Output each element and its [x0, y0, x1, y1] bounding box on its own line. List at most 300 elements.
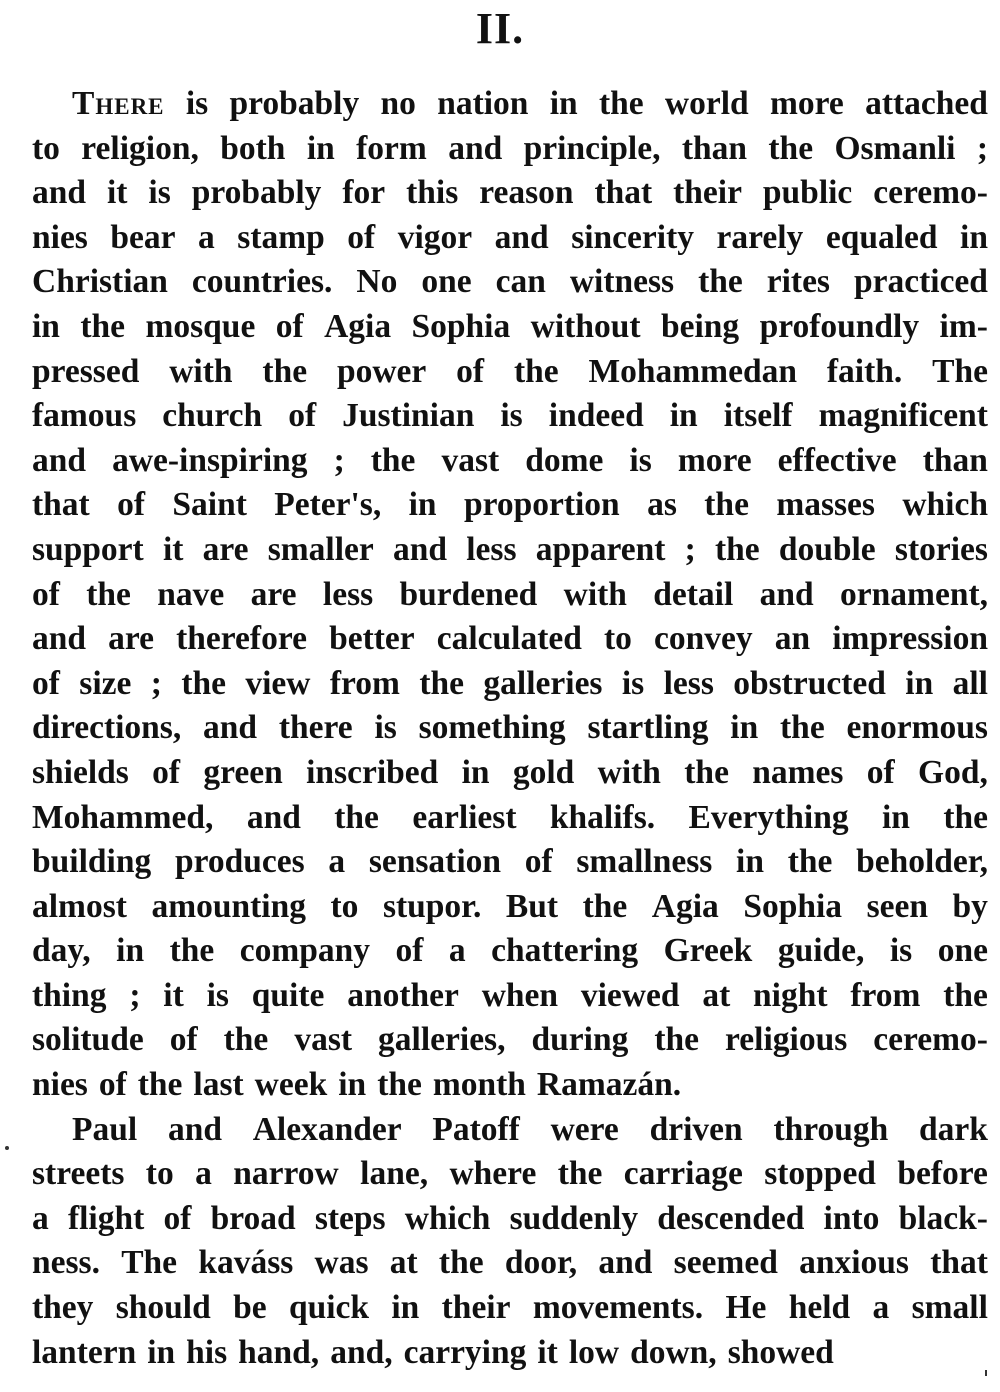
word: the	[370, 441, 416, 479]
word: galleries	[483, 664, 603, 702]
word: there	[278, 709, 353, 747]
word: stopped	[764, 1155, 876, 1193]
text-line	[32, 350, 988, 395]
word: religious	[725, 1021, 848, 1059]
word: Paul	[72, 1110, 138, 1148]
word: the	[80, 307, 126, 345]
word: the	[684, 753, 729, 791]
word: Christian	[32, 263, 168, 301]
word: ;	[150, 664, 162, 702]
word: better	[329, 620, 415, 658]
word: the	[513, 352, 559, 390]
word: be	[233, 1289, 267, 1327]
word: ceremo-	[873, 1021, 988, 1059]
word: something	[418, 709, 566, 747]
word: There	[72, 85, 165, 122]
word: The	[932, 352, 988, 390]
word: the	[787, 843, 833, 881]
word: quick	[288, 1289, 370, 1327]
word: without	[530, 307, 641, 345]
word: burdened	[399, 575, 538, 613]
word: of	[152, 753, 181, 791]
word: are	[202, 530, 249, 568]
word: nation	[437, 85, 529, 122]
word: ness.	[32, 1244, 100, 1282]
word: to	[32, 129, 60, 167]
word: in	[338, 1066, 367, 1104]
chapter-heading: II.	[475, 4, 525, 53]
word: practiced	[853, 263, 988, 301]
word: witness	[569, 263, 675, 301]
word: indeed	[548, 397, 644, 435]
word: with	[563, 575, 627, 613]
word: and,	[330, 1333, 393, 1371]
word: with	[169, 352, 233, 390]
word: last	[193, 1066, 244, 1104]
word: and	[494, 218, 549, 256]
word: ornament,	[840, 575, 988, 613]
word: were	[550, 1110, 619, 1148]
word: nave	[157, 575, 225, 613]
word: night	[753, 976, 828, 1014]
word: double	[778, 530, 876, 568]
word: in	[905, 664, 934, 702]
word: is	[185, 85, 209, 122]
word: the	[181, 664, 226, 702]
word: Patoff	[432, 1110, 520, 1148]
word: Sophia	[411, 307, 511, 345]
text-line	[32, 617, 988, 662]
print-speck	[5, 1146, 9, 1150]
word: kaváss	[198, 1244, 294, 1282]
text-line	[32, 1018, 988, 1063]
word: it	[163, 976, 184, 1014]
word: size	[79, 664, 132, 702]
word: from	[850, 976, 921, 1014]
word: flight	[67, 1199, 145, 1237]
word: carriage	[623, 1155, 743, 1193]
word: No	[356, 263, 398, 301]
word: faith.	[826, 352, 903, 390]
word: a	[198, 218, 215, 256]
word: bear	[110, 218, 176, 256]
word: through	[773, 1110, 889, 1148]
word: that	[32, 486, 90, 524]
word: lantern	[32, 1333, 137, 1371]
word: apparent	[535, 530, 666, 568]
word: should	[115, 1289, 211, 1327]
word: in	[736, 843, 764, 881]
word: But	[505, 887, 559, 925]
word: is	[629, 441, 652, 479]
text-line	[32, 483, 988, 528]
word: dark	[919, 1110, 988, 1148]
word: is	[500, 397, 523, 435]
word: than	[681, 129, 748, 167]
word: black-	[898, 1199, 988, 1237]
word: ;	[684, 530, 696, 568]
word: support	[32, 530, 144, 568]
word: ;	[129, 976, 141, 1014]
word: hand,	[238, 1333, 320, 1371]
word: in	[549, 85, 578, 122]
word: seen	[866, 887, 928, 925]
word: Greek	[663, 932, 753, 970]
word: in	[960, 218, 988, 256]
word: a	[328, 843, 346, 881]
word: the	[714, 530, 760, 568]
word: impression	[832, 620, 988, 658]
word: one	[421, 263, 472, 301]
word: of	[288, 397, 317, 435]
word: obstructed	[733, 664, 886, 702]
word: week	[254, 1066, 328, 1104]
word: day,	[32, 932, 91, 970]
word: a	[32, 1199, 49, 1237]
word: broad	[210, 1199, 296, 1237]
word: power	[336, 352, 427, 390]
text-line	[32, 528, 988, 573]
word: that	[930, 1244, 988, 1282]
word: Everything	[688, 798, 849, 836]
word: shields	[32, 753, 129, 791]
word: suddenly	[509, 1199, 639, 1237]
word: Sophia	[743, 887, 843, 925]
text-line	[32, 439, 988, 484]
word: mosque	[145, 307, 256, 345]
word: galleries,	[378, 1021, 506, 1059]
word: viewed	[580, 976, 680, 1014]
word: The	[121, 1244, 178, 1282]
word: Ramazán.	[536, 1066, 682, 1104]
word: beholder,	[856, 843, 988, 881]
word: Mohammedan	[588, 352, 797, 390]
paragraph	[32, 1108, 988, 1376]
word: are	[250, 575, 297, 613]
word: awe-inspiring	[112, 441, 308, 479]
edge-mark	[985, 1370, 987, 1376]
word: startling	[587, 709, 709, 747]
word: of	[347, 218, 376, 256]
word: which	[902, 486, 988, 524]
word: in	[881, 798, 910, 836]
word: of	[456, 352, 485, 390]
word: one	[937, 932, 988, 970]
word: no	[380, 85, 416, 122]
word: quite	[251, 976, 325, 1014]
word: ;	[333, 441, 345, 479]
word: in	[147, 1333, 176, 1371]
word: proportion	[463, 486, 620, 524]
word: are	[108, 620, 155, 658]
word: effective	[777, 441, 897, 479]
word: smaller	[267, 530, 374, 568]
text-line	[32, 751, 988, 796]
word: nies	[32, 1066, 88, 1104]
word: nies	[32, 218, 88, 256]
text-line	[32, 1241, 988, 1286]
word: steps	[314, 1199, 386, 1237]
word: being	[660, 307, 740, 345]
text-line	[32, 706, 988, 751]
word: small	[911, 1289, 988, 1327]
text-line	[32, 929, 988, 974]
word: khalifs.	[549, 798, 656, 836]
word: rarely	[716, 218, 804, 256]
word: view	[245, 664, 311, 702]
word: down,	[630, 1333, 717, 1371]
word: was	[314, 1244, 369, 1282]
word: streets	[32, 1155, 125, 1193]
word: the	[704, 486, 749, 524]
word: ceremo-	[873, 174, 988, 212]
word: of	[524, 843, 553, 881]
word: magnificent	[818, 397, 988, 435]
word: chattering	[491, 932, 639, 970]
word: guide,	[777, 932, 865, 970]
word: the	[438, 1244, 484, 1282]
word: anxious	[799, 1244, 909, 1282]
word: is	[148, 174, 171, 212]
word: world	[664, 85, 749, 122]
word: stories	[894, 530, 988, 568]
word: and	[598, 1244, 653, 1282]
word: is	[889, 932, 913, 970]
word: before	[897, 1155, 988, 1193]
text-line	[32, 1331, 988, 1376]
text-line	[32, 974, 988, 1019]
text-line	[32, 1152, 988, 1197]
word: of	[117, 486, 145, 524]
word: the	[698, 263, 743, 301]
word: the	[86, 575, 131, 613]
word: it	[537, 1333, 558, 1371]
word: their	[441, 1289, 511, 1327]
word: countries.	[191, 263, 333, 301]
text-line	[32, 171, 988, 216]
word: equaled	[825, 218, 938, 256]
text-line	[32, 1063, 988, 1108]
word: where	[449, 1155, 537, 1193]
word: probably	[191, 174, 322, 212]
word: vast	[294, 1021, 353, 1059]
word: names	[752, 753, 844, 791]
word: that	[594, 174, 653, 212]
word: public	[762, 174, 853, 212]
word: Peter's,	[274, 486, 382, 524]
word: with	[597, 753, 661, 791]
word: sincerity	[571, 218, 694, 256]
word: a	[872, 1289, 890, 1327]
word: the	[943, 798, 988, 836]
word: stupor.	[382, 887, 482, 925]
word: in	[391, 1289, 420, 1327]
word: less	[663, 664, 714, 702]
word: a	[195, 1155, 212, 1193]
word: vast	[441, 441, 500, 479]
word: the	[377, 1066, 422, 1104]
word: when	[481, 976, 559, 1014]
word: the	[334, 798, 379, 836]
word: is	[621, 664, 645, 702]
word: sensation	[368, 843, 502, 881]
word: the	[768, 129, 814, 167]
word: of	[395, 932, 424, 970]
word: profoundly	[759, 307, 920, 345]
word: enormous	[846, 709, 988, 747]
word: a	[448, 932, 466, 970]
word: in	[730, 709, 759, 747]
word: it	[162, 530, 184, 568]
word: an	[774, 620, 811, 658]
word: ;	[976, 129, 988, 167]
word: and	[32, 620, 87, 658]
word: Justinian	[342, 397, 475, 435]
word: masses	[776, 486, 875, 524]
word: door,	[504, 1244, 578, 1282]
word: by	[952, 887, 988, 925]
word: the	[169, 932, 215, 970]
word: their	[673, 174, 742, 212]
text-line	[32, 1108, 988, 1153]
text-line	[32, 662, 988, 707]
word: low	[568, 1333, 620, 1371]
word: the	[780, 709, 825, 747]
word: than	[922, 441, 988, 479]
word: and	[167, 1110, 222, 1148]
word: and	[759, 575, 814, 613]
word: church	[162, 397, 263, 435]
word: green	[203, 753, 283, 791]
word: at	[389, 1244, 418, 1282]
word: for	[342, 174, 386, 212]
word: of	[163, 1199, 192, 1237]
word: of	[866, 753, 895, 791]
word: it	[106, 174, 128, 212]
word: more	[677, 441, 752, 479]
word: month	[432, 1066, 526, 1104]
word: and	[32, 174, 87, 212]
word: im-	[939, 307, 988, 345]
word: of	[169, 1021, 198, 1059]
word: in	[408, 486, 437, 524]
word: dome	[525, 441, 604, 479]
word: company	[239, 932, 371, 970]
word: in	[32, 307, 60, 345]
word: which	[404, 1199, 491, 1237]
word: in	[116, 932, 145, 970]
word: the	[582, 887, 628, 925]
word: descended	[657, 1199, 805, 1237]
word: the	[223, 1021, 269, 1059]
word: in	[461, 753, 490, 791]
word: the	[137, 1066, 183, 1104]
word: Saint	[172, 486, 247, 524]
word: Agia	[651, 887, 719, 925]
word: another	[347, 976, 459, 1014]
word: solitude	[32, 1021, 144, 1059]
word: the	[598, 85, 644, 122]
word: less	[322, 575, 374, 613]
word: itself	[723, 397, 793, 435]
word: the	[557, 1155, 603, 1193]
word: of	[32, 575, 60, 613]
word: therefore	[176, 620, 307, 658]
word: is	[206, 976, 229, 1014]
word: to	[145, 1155, 174, 1193]
word: they	[32, 1289, 94, 1327]
text-line	[32, 573, 988, 618]
paragraph	[32, 82, 988, 1108]
text-line	[32, 796, 988, 841]
word: at	[702, 976, 731, 1014]
word: to	[330, 887, 359, 925]
word: can	[495, 263, 546, 301]
text-line	[32, 305, 988, 350]
text-line	[32, 82, 988, 127]
word: attached	[865, 85, 988, 122]
word: and	[203, 709, 258, 747]
word: in	[669, 397, 698, 435]
word: his	[186, 1333, 228, 1371]
word: the	[419, 664, 465, 702]
word: smallness	[576, 843, 713, 881]
word: detail	[653, 575, 734, 613]
word: building	[32, 843, 152, 881]
text-line	[32, 216, 988, 261]
word: all	[952, 664, 988, 702]
word: showed	[727, 1333, 834, 1371]
word: this	[406, 174, 459, 212]
text-line	[32, 127, 988, 172]
text-line	[32, 840, 988, 885]
word: Osmanli	[834, 129, 956, 167]
word: as	[647, 486, 677, 524]
word: and	[393, 530, 448, 568]
word: He	[725, 1289, 767, 1327]
word: and	[448, 129, 503, 167]
word: almost	[32, 887, 127, 925]
word: the	[943, 976, 988, 1014]
word: more	[769, 85, 844, 122]
word: inscribed	[306, 753, 439, 791]
word: Agia	[324, 307, 392, 345]
word: the	[262, 352, 308, 390]
word: Mohammed,	[32, 798, 214, 836]
word: vigor	[397, 218, 473, 256]
word: amounting	[151, 887, 306, 925]
word: lane,	[360, 1155, 429, 1193]
word: of	[98, 1066, 127, 1104]
word: form	[356, 129, 427, 167]
word: to	[603, 620, 632, 658]
word: of	[275, 307, 304, 345]
word: of	[32, 664, 60, 702]
word: seemed	[673, 1244, 778, 1282]
word: earliest	[412, 798, 517, 836]
word: famous	[32, 397, 137, 435]
word: convey	[654, 620, 753, 658]
word: religion,	[81, 129, 199, 167]
word: calculated	[436, 620, 582, 658]
word: stamp	[237, 218, 325, 256]
word: driven	[649, 1110, 743, 1148]
word: principle,	[523, 129, 661, 167]
word: the	[654, 1021, 699, 1059]
word: during	[531, 1021, 629, 1059]
word: held	[788, 1289, 851, 1327]
text-line	[32, 1286, 988, 1331]
